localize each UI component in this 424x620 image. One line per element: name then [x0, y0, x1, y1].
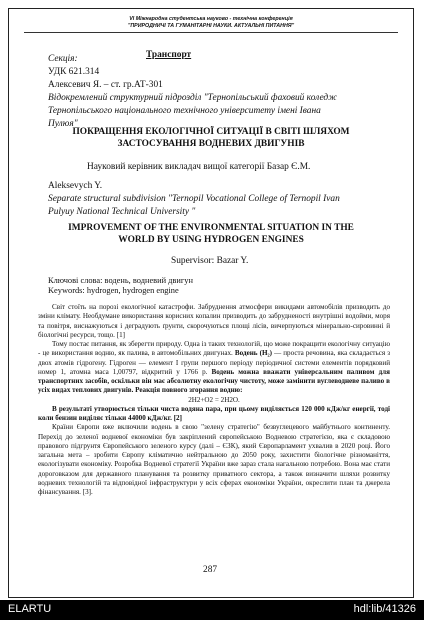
- footer-handle-link[interactable]: hdl:lib/41326: [353, 603, 416, 615]
- supervisor-ua: Науковий керівник викладач вищої категорії Базар Є.М.: [87, 162, 311, 172]
- footer-bar: [0, 600, 424, 620]
- conference-header-line1: VI Міжнародна студентська науково - технічна конференція: [129, 16, 293, 22]
- page-number: 287: [203, 565, 218, 575]
- affiliation-en-line1: Separate structural subdivision "Ternopil Vocational College of Ternopil Ivan: [48, 194, 340, 204]
- affiliation-ua-line3: Пулюя": [48, 119, 78, 129]
- paragraph-2-part-c: — проста речовина, яка складається з двох атомів гідрогену. Гідроген — елемент I групи першого періоду періодичної системи елементів порядковий номер 1, атомна маса 1,00797, відкритий у 1766 р.: [38, 349, 390, 376]
- section-value: Транспорт: [146, 50, 192, 60]
- paragraph-2-part-a: Тому постає питання, як зберегти природу. Одна із таких технологій, що може покращити екологічну ситуацію - це використання водню, як палива, в автомобільних двигунах.: [38, 340, 390, 358]
- author-ua: Алексевич Я. – ст. гр.АТ-301: [48, 80, 163, 90]
- affiliation-en-line2: Pulyuy National Technical University ": [48, 207, 196, 217]
- hydrogen-term: Водень (H₂): [234, 349, 273, 358]
- title-ua-line2: ЗАСТОСУВАННЯ ВОДНЕВИХ ДВИГУНІВ: [117, 139, 305, 149]
- conference-header-line2: "ПРИРОДНИЧІ ТА ГУМАНІТАРНІ НАУКИ. АКТУАЛЬНІ ПИТАННЯ": [127, 23, 295, 29]
- keywords-ua: Ключові слова: водень, водневий двигун: [48, 276, 193, 285]
- author-en: Aleksevych Y.: [48, 181, 103, 191]
- title-en-line2: WORLD BY USING HYDROGEN ENGINES: [118, 235, 304, 245]
- combustion-equation: 2H2+O2 = 2H2O.: [188, 395, 240, 404]
- udk-code: УДК 621.314: [48, 67, 100, 77]
- affiliation-ua-line1: Відокремлений структурний підрозділ "Тернопільський фаховий коледж: [48, 93, 337, 103]
- footer-repository-name: ELARTU: [8, 603, 52, 615]
- affiliation-ua-line2: Тернопільського національного технічного університету імені Івана: [48, 106, 321, 116]
- paragraph-4: Країни Європи вже включили водень в свою "зелену стратегію" безвуглецевого майбутнього континенту. Перехід до зеленої водневої економіки був закріплений європейською Водневою стратегією, яка є складовою правового підгрунтя Європейського зеленого курсу (далі – ЄЗК), який Європарламент ухвалив в 2020 році. Його загальна мета – зробити Європу кліматично нейтральною до 2050 року, захистити біологічне різноманіття, екологізувати економіку. Розробка Водневої стратегії України вже зараз стала нагальною потребою. Вона має стати дороговказом для державного планування та розвитку приватного сектора, а також визначити шляхи розвитку водневих технологій та відповідної інфраструктури у всіх сферах економіки України, окреслити план та джерела фінансування. [3].: [38, 423, 390, 496]
- keywords-en: Keywords: hydrogen, hydrogen engine: [48, 286, 179, 295]
- article-body: [38, 303, 390, 497]
- paragraph-1: Світ стоїть на порозі екологічної катастрофи. Забруднення атмосфери викидами автомобілів призводить до зміни клімату. Необдумане використання корисних копалин призводить до забрудненості внутрішні водойми, моря та повітря, виснажуються і деградують ґрунти, скорочуються площі лісів, вичерпуються мінерально-сировинні й біологічні ресурси, тощо. [1]: [38, 303, 390, 339]
- paragraph-2: [38, 340, 390, 396]
- header-rule: [24, 32, 398, 33]
- title-ua-line1: ПОКРАЩЕННЯ ЕКОЛОГІЧНОЇ СИТУАЦІЇ В СВІТІ ШЛЯХОМ: [72, 127, 350, 137]
- paragraph-2-emphasis: Водень можна вважати універсальним паливом для транспортних засобів, оскільки він має абсолютну екологічну чистоту, може замінити вуглеводневе паливо в усіх видах теплових двигунів. Реакція повного згорання водню:: [38, 367, 390, 395]
- section-label: Секція:: [48, 54, 78, 64]
- supervisor-en: Supervisor: Bazar Y.: [171, 256, 249, 266]
- title-en-line1: IMPROVEMENT OF THE ENVIRONMENTAL SITUATION IN THE: [68, 223, 354, 233]
- paragraph-3: В результаті утворюється тільки чиста водяна пара, при цьому виділяється 120 000 кДж/кг енергії, тоді коли бензин виділяє тільки 44000 кДж/кг. [2]: [38, 404, 390, 422]
